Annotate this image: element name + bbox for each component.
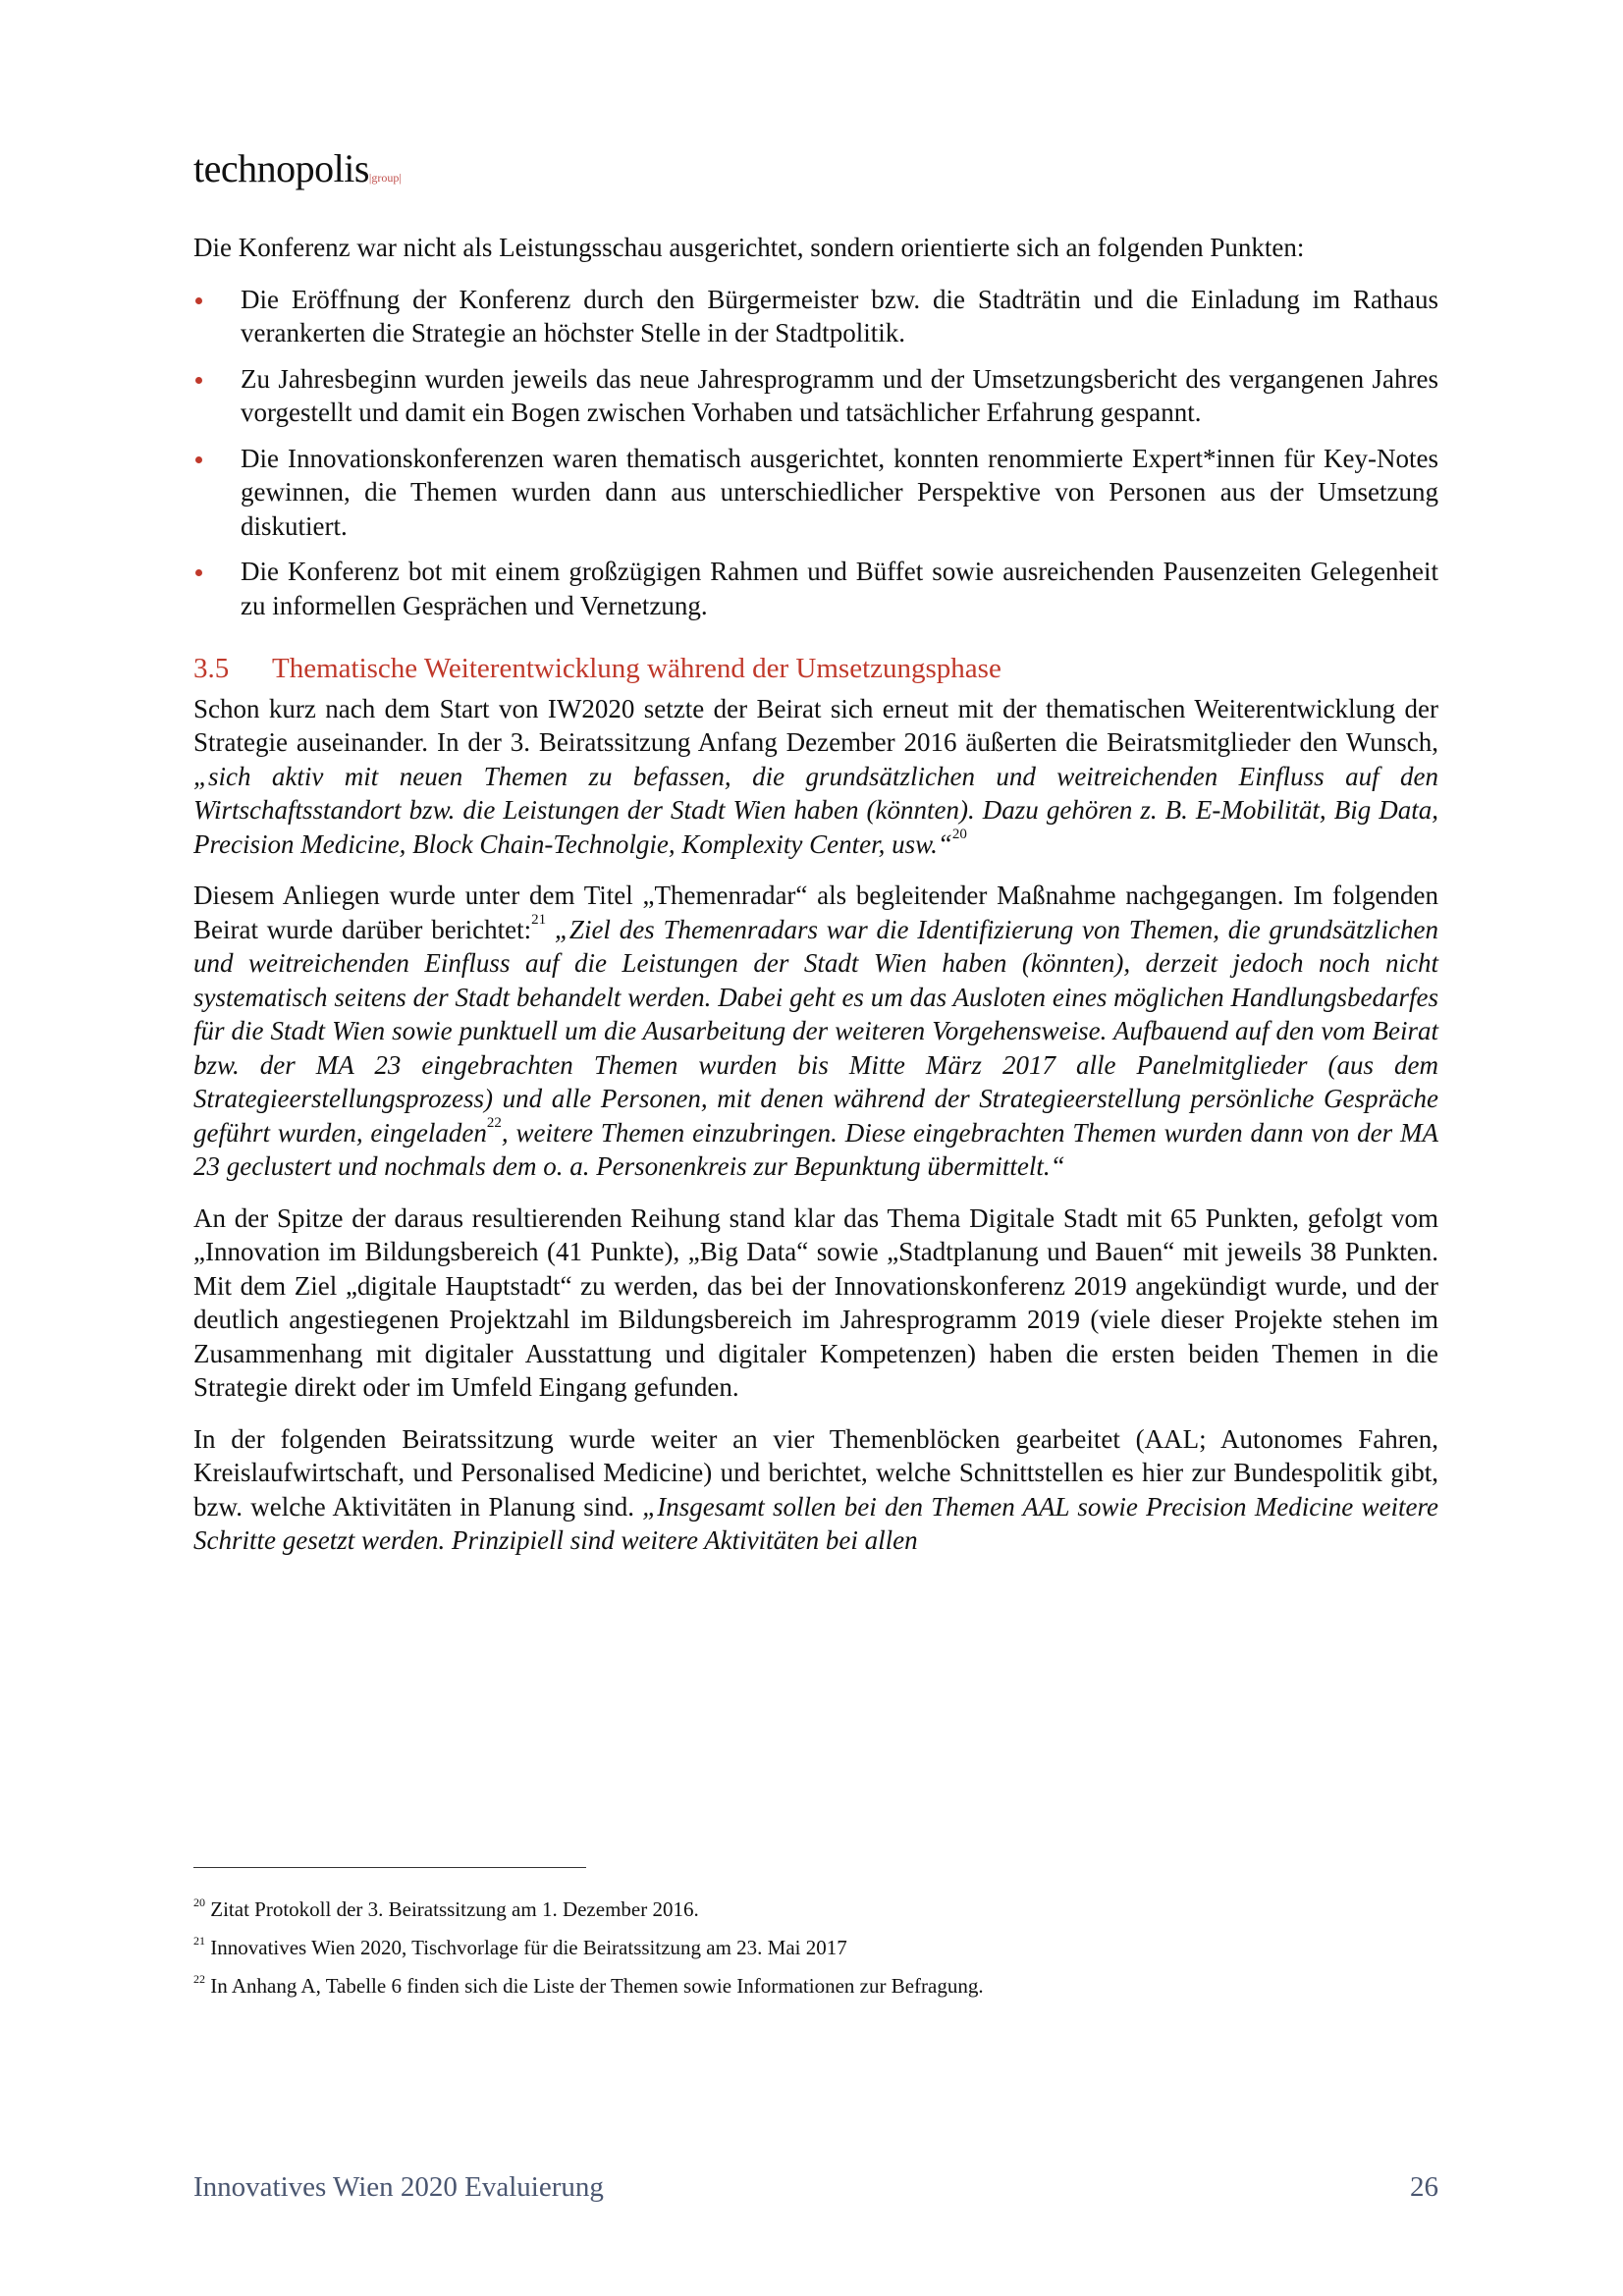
footnote-divider	[193, 1867, 586, 1868]
paragraph: Schon kurz nach dem Start von IW2020 setzte der Beirat sich erneut mit der thematischen Weiterentwicklung der Strategie auseinander. In der 3. Beiratssitzung Anfang Dezember 2016 äußerten die Beiratsmitglieder den Wunsch, „sich aktiv mit neuen Themen zu befassen, die grundsätzlichen und weitreichenden Einfluss auf den Wirtschaftsstandort bzw. die Leistungen der Stadt Wien haben (könnten). Dazu gehören z. B. E-Mobilität, Big Data, Precision Medicine, Block Chain-Technolgie, Komplexity Center, usw.“$^{20}$	[193, 693, 1438, 859]
bullet-list	[193, 283, 1438, 623]
bullet-icon	[195, 377, 202, 384]
footnotes	[193, 1896, 984, 2011]
page-number: 26	[1410, 2171, 1438, 2203]
footer-title: Innovatives Wien 2020 Evaluierung	[193, 2171, 604, 2203]
paragraph: Diesem Anliegen wurde unter dem Titel „Themenradar“ als begleitender Maßnahme nachgegangen. Im folgenden Beirat wurde darüber berichtet:$^{21}$ „Ziel des Themenradars war die Identifizierung von Themen, die grundsätzlichen und weitreichenden Einfluss auf die Leistungen der Stadt Wien haben (könnten), derzeit jedoch noch nicht systematisch seitens der Stadt behandelt werden. Dabei geht es um das Ausloten eines möglichen Handlungsbedarfes für die Stadt Wien sowie punktuell um die Ausarbeitung der weiteren Vorgehensweise. Aufbauend auf den vom Beirat bzw. der MA 23 eingebrachten Themen wurden bis Mitte März 2017 alle Panelmitglieder (aus dem Strategieerstellungsprozess) und alle Personen, mit denen während der Strategieerstellung persönliche Gespräche geführt wurden, eingeladen$^{22}$, weitere Themen einzubringen. Diese eingebrachten Themen wurden dann von der MA 23 geclustert und nochmals dem o. a. Personenkreis zur Bepunktung übermittelt.“	[193, 881, 1438, 1181]
list-item: Die Konferenz bot mit einem großzügigen Rahmen und Büffet sowie ausreichenden Pausenzeiten Gelegenheit zu informellen Gesprächen und Vernetzung.	[193, 555, 1438, 622]
paragraph: An der Spitze der daraus resultierenden Reihung stand klar das Thema Digitale Stadt mit 65 Punkten, gefolgt vom „Innovation im Bildungsbereich (41 Punkte), „Big Data“ sowie „Stadtplanung und Bauen“ mit jeweils 38 Punkten. Mit dem Ziel „digitale Hauptstadt“ zu werden, das bei der Innovationskonferenz 2019 angekündigt wurde, und der deutlich angestiegenen Projektzahl im Bildungsbereich im Jahresprogramm 2019 (viele dieser Projekte stehen im Zusammenhang mit digitaler Ausstattung und digitaler Kompetenzen) haben die ersten beiden Themen in die Strategie direkt oder im Umfeld Eingang gefunden.	[193, 1202, 1438, 1402]
footnote: $^{20}$ Zitat Protokoll der 3. Beiratssitzung am 1. Dezember 2016.	[193, 1896, 699, 1921]
footnote: $^{21}$ Innovatives Wien 2020, Tischvorlage für die Beiratssitzung am 23. Mai 2017	[193, 1934, 847, 1959]
paragraph: In der folgenden Beiratssitzung wurde weiter an vier Themenblöcken gearbeitet (AAL; Autonomes Fahren, Kreislaufwirtschaft, und Personalised Medicine) und berichtet, welche Schnittstellen es hier zur Bundespolitik gibt, bzw. welche Aktivitäten in Planung sind. „Insgesamt sollen bei den Themen AAL sowie Precision Medicine weitere Schritte gesetzt werden. Prinzipiell sind weitere Aktivitäten bei allen	[193, 1423, 1438, 1555]
intro-paragraph: Die Konferenz war nicht als Leistungsschau ausgerichtet, sondern orientierte sich an folgenden Punkten:	[193, 233, 1305, 262]
list-item: Zu Jahresbeginn wurden jeweils das neue Jahresprogramm und der Umsetzungsbericht des vergangenen Jahres vorgestellt und damit ein Bogen zwischen Vorhaben und tatsächlicher Erfahrung gespannt.	[193, 362, 1438, 430]
footnote: $^{22}$ In Anhang A, Tabelle 6 finden sich die Liste der Themen sowie Informationen zur Befragung.	[193, 1972, 984, 1998]
body-text	[193, 231, 1438, 1575]
bullet-icon	[195, 569, 202, 576]
bullet-icon	[195, 456, 202, 463]
bullet-icon	[195, 297, 202, 304]
section-heading: 3.5 Thematische Weiterentwicklung während der Umsetzungsphase	[193, 653, 1001, 684]
footnote-ref[interactable]: 20	[951, 826, 967, 842]
page-footer	[193, 2171, 1438, 2204]
footnote-ref[interactable]: 22	[486, 1114, 502, 1131]
footnote-ref[interactable]: 21	[531, 911, 547, 928]
list-item: Die Innovationskonferenzen waren thematisch ausgerichtet, konnten renommierte Expert*innen für Key-Notes gewinnen, die Themen wurden dann aus unterschiedlicher Perspektive von Personen aus der Umsetzung diskutiert.	[193, 442, 1438, 544]
list-item: Die Eröffnung der Konferenz durch den Bürgermeister bzw. die Stadträtin und die Einladung im Rathaus verankerten die Strategie an höchster Stelle in der Stadtpolitik.	[193, 283, 1438, 350]
technopolis-logo: technopolis|group|	[193, 146, 402, 190]
